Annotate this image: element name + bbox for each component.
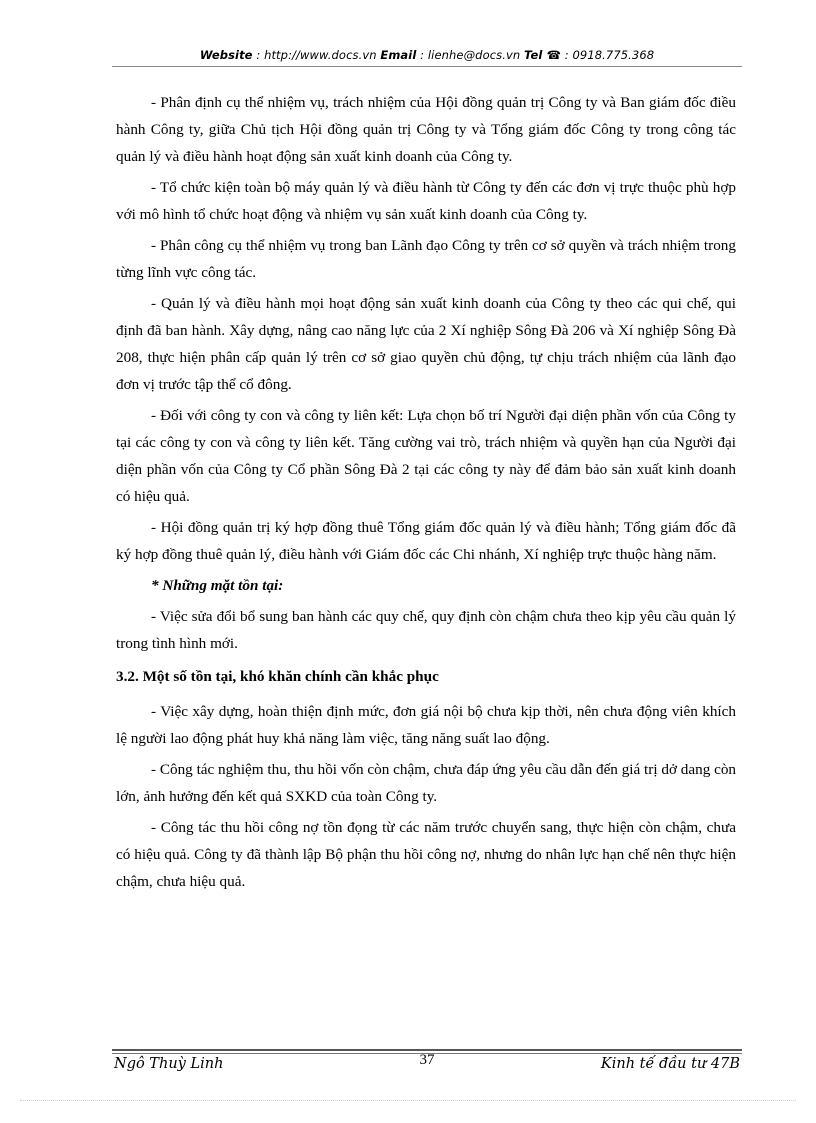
page-edge-dotted-line (20, 1100, 796, 1101)
website-link[interactable]: : http://www.docs.vn (252, 48, 381, 62)
paragraph: - Phân định cụ thể nhiệm vụ, trách nhiệm của Hội đồng quản trị Công ty và Ban giám đốc điều hành Công ty, giữa Chủ tịch Hội đồng quản trị Công ty và Tổng giám đốc Công ty trong công tác quản lý và điều hành hoạt động sản xuất kinh doanh của Công ty. (116, 94, 736, 165)
paragraph: - Công tác thu hồi công nợ tồn đọng từ các năm trước chuyển sang, thực hiện còn chậm, chưa có hiệu quả. Công ty đã thành lập Bộ phận thu hồi công nợ, nhưng do nhân lực hạn chế nên thực hiện chậm, chưa hiệu quả. (116, 819, 736, 890)
footer-course: Kinh tế đầu tư 47B (600, 1056, 740, 1072)
tel-label: Tel (524, 48, 547, 62)
email-link[interactable]: : lienhe@docs.vn (416, 48, 525, 62)
paragraph: - Phân công cụ thể nhiệm vụ trong ban Lãnh đạo Công ty trên cơ sở quyền và trách nhiệm trong từng lĩnh vực công tác. (116, 237, 736, 281)
header-divider (112, 66, 742, 67)
subheading: * Những mặt tồn tại: (151, 577, 284, 594)
footer-author: Ngô Thuỳ Linh (114, 1056, 224, 1072)
tel-value: : 0918.775.368 (561, 48, 655, 62)
page-footer (112, 1054, 742, 1078)
paragraph: - Việc xây dựng, hoàn thiện định mức, đơn giá nội bộ chưa kịp thời, nên chưa động viên khích lệ người lao động phát huy khả năng làm việc, tăng năng suất lao động. (116, 703, 736, 747)
paragraph: - Công tác nghiệm thu, thu hồi vốn còn chậm, chưa đáp ứng yêu cầu dẫn đến giá trị dở dang còn lớn, ảnh hưởng đến kết quả SXKD của toàn Công ty. (116, 761, 737, 805)
website-label: Website (199, 48, 253, 62)
document-body (116, 89, 736, 899)
page-header (112, 48, 742, 62)
section-title: 3.2. Một số tồn tại, khó khăn chính cần khắc phục (116, 668, 439, 685)
paragraph: - Tổ chức kiện toàn bộ máy quản lý và điều hành từ Công ty đến các đơn vị trực thuộc phù hợp với mô hình tổ chức hoạt động và nhiệm vụ sản xuất kinh doanh của Công ty. (116, 179, 736, 223)
paragraph: - Việc sửa đổi bổ sung ban hành các quy chế, quy định còn chậm chưa theo kịp yêu cầu quản lý trong tình hình mới. (116, 608, 736, 652)
paragraph: - Đối với công ty con và công ty liên kết: Lựa chọn bố trí Người đại diện phần vốn của Công ty tại các công ty con và công ty liên kết. Tăng cường vai trò, trách nhiệm và quyền hạn của Người đại diện phần vốn của Công ty Cổ phần Sông Đà 2 tại các công ty này để đảm bảo sản xuất kinh doanh có hiệu quả. (116, 407, 736, 505)
paragraph: - Quản lý và điều hành mọi hoạt động sản xuất kinh doanh của Công ty theo các qui chế, qui định đã ban hành. Xây dựng, nâng cao năng lực của 2 Xí nghiệp Sông Đà 206 và Xí nghiệp Sông Đà 208, thực hiện phân cấp quản lý trên cơ sở giao quyền chủ động, tự chịu trách nhiệm của lãnh đạo đơn vị trước tập thể cổ đông. (116, 295, 736, 393)
page-number: 37 (419, 1052, 435, 1068)
paragraph: - Hội đồng quản trị ký hợp đồng thuê Tổng giám đốc quản lý và điều hành; Tổng giám đốc đã ký hợp đồng thuê quản lý, điều hành với Giám đốc các Chi nhánh, Xí nghiệp trực thuộc hàng năm. (116, 519, 736, 563)
email-label: Email (380, 48, 417, 62)
footer-divider-thick (112, 1049, 742, 1051)
phone-icon: ☎ (546, 48, 561, 62)
